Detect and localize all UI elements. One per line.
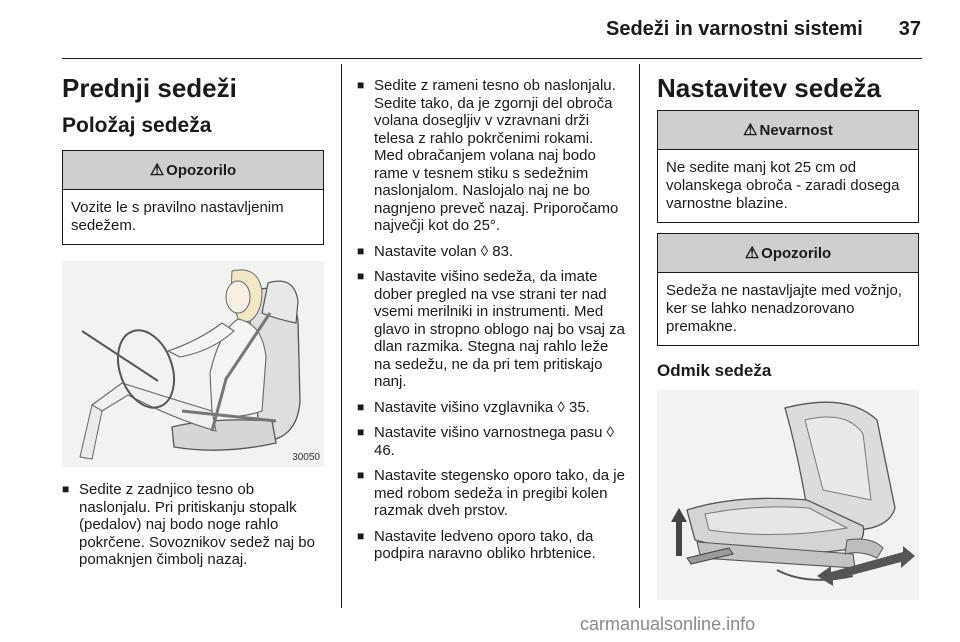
driver-seated-illustration <box>62 261 324 467</box>
header-rule <box>62 58 922 59</box>
list-item <box>62 481 324 569</box>
left-bullet-list <box>62 481 324 569</box>
middle-column <box>357 77 625 571</box>
section-title: Nastavitev sedeža <box>657 73 882 103</box>
warning-text: Vozite le s pravilno nastavljenim sedežem. <box>71 199 284 234</box>
warning-box <box>657 233 919 346</box>
figure-code: 30050 <box>292 452 320 463</box>
list-item <box>357 399 625 417</box>
column-divider-2 <box>639 64 640 608</box>
danger-text: Ne sedite manj kot 25 cm od volanskega obroča - zaradi dosega varnostne blazine. <box>666 159 900 212</box>
warning-triangle-icon: ⚠ <box>743 122 758 139</box>
driver-position-figure <box>62 261 324 467</box>
chapter-title: Sedeži in varnostni sistemi <box>606 18 863 40</box>
bullet-marker: ■ <box>357 399 365 414</box>
warning-heading: Opozorilo <box>761 244 832 262</box>
middle-bullet-list <box>357 77 625 563</box>
subsection-title: Položaj sedeža <box>62 114 212 137</box>
warning-triangle-icon: ⚠ <box>149 162 165 179</box>
seat-fore-aft-illustration <box>657 390 919 600</box>
bullet-marker: ■ <box>357 425 365 439</box>
watermark: carmanualsonline.info <box>580 614 756 634</box>
subsection-title: Odmik sedeža <box>657 361 772 380</box>
column-divider-1 <box>341 64 342 608</box>
section-title: Prednji sedeži <box>62 73 237 103</box>
right-column <box>657 70 919 600</box>
warning-box-header <box>658 234 918 273</box>
list-item-text: Nastavite volan ◊ 83. <box>374 242 514 260</box>
list-item <box>357 77 625 235</box>
list-item-text: Nastavite višino varnostnega pasu ◊ 46. <box>374 424 615 459</box>
bullet-marker: ■ <box>357 269 365 283</box>
warning-heading: Opozorilo <box>166 161 237 179</box>
list-item <box>357 424 625 459</box>
bullet-marker: ■ <box>357 528 365 543</box>
left-column <box>62 70 324 577</box>
danger-box <box>657 110 919 223</box>
list-item-text: Sedite z rameni tesno ob naslonjalu. Sedite tako, da je zgornji del obroča volana dosegljiv v vzravnani drži telesa z rahlo pokrčenimi rokami. Med obračanjem volana naj bodo rame v tesnem stiku s sedežnim naslonjalom. Naslojalo naj ne bo nagnjeno preveč nazaj. Priporočamo največji kot do 25°. <box>374 77 619 234</box>
running-head <box>0 18 921 41</box>
bullet-marker: ■ <box>62 482 70 496</box>
danger-heading: Nevarnost <box>759 121 833 139</box>
seat-adjust-figure <box>657 390 919 600</box>
list-item-text: Nastavite višino sedeža, da imate dober pregled na vse strani ter nad vsemi merilniki in instrumenti. Med glavo in stropno oblogo naj bo vsaj za dlan razmika. Stegna naj rahlo leže na sedežu, ne da pri tem pritiskajo nanj. <box>374 268 626 390</box>
bullet-marker: ■ <box>357 468 365 482</box>
list-item <box>357 528 625 563</box>
bullet-marker: ■ <box>357 243 365 258</box>
list-item-text: Nastavite višino vzglavnika ◊ 35. <box>374 398 590 416</box>
danger-box-header <box>658 111 918 150</box>
warning-box-header <box>63 151 323 190</box>
warning-box <box>62 150 324 245</box>
bullet-marker: ■ <box>357 78 365 92</box>
page-number: 37 <box>898 18 921 40</box>
list-item <box>357 243 625 261</box>
warning-text: Sedeža ne nastavljajte med vožnjo, ker se lahko nenadzorovano premakne. <box>666 282 902 335</box>
list-item-text: Sedite z zadnjico tesno ob naslonjalu. Pri pritiskanju stopalk (pedalov) naj bodo noge rahlo pokrčene. Sovoznikov sedež naj bo pomaknjen čimbolj nazaj. <box>79 481 315 568</box>
list-item-text: Nastavite ledveno oporo tako, da podpira naravno obliko hrbtenice. <box>374 527 596 562</box>
warning-triangle-icon: ⚠ <box>744 245 760 262</box>
list-item <box>357 467 625 520</box>
list-item <box>357 268 625 391</box>
list-item-text: Nastavite stegensko oporo tako, da je med robom sedeža in pregibi kolen razmak dveh prstov. <box>374 467 625 519</box>
